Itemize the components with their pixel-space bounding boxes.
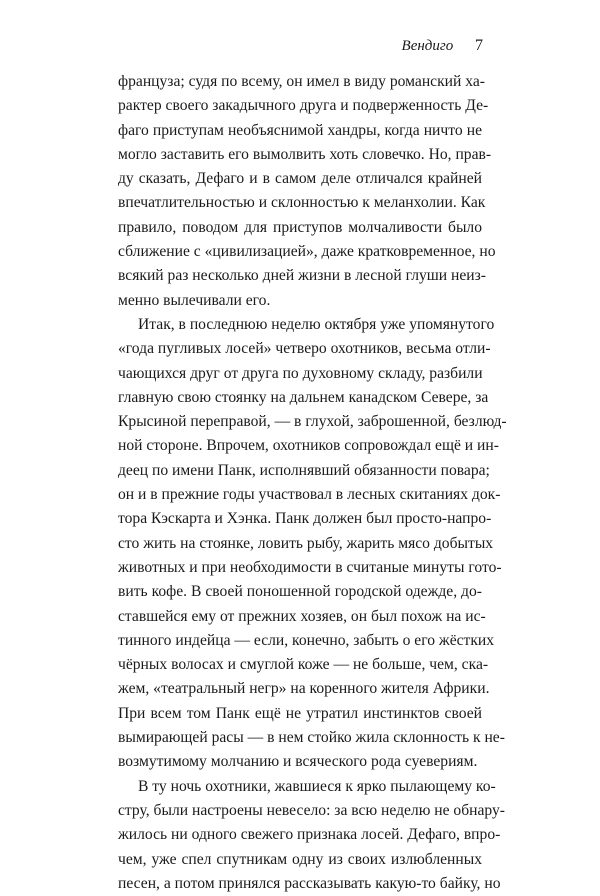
text-line: Крысиной переправой, — в глухой, заброшенной, безлюд- [118,413,507,431]
text-line: чёрных волосах и смуглой коже — не больше, чем, ска- [118,656,489,674]
text-line: стру, были настроены невесело: за всю неделю не обнару- [118,801,506,819]
text-line: Итак, в последнюю неделю октября уже упомянутого [138,315,495,333]
text-line: могло заставить его вымолвить хоть словечко. Но, прав- [118,145,492,163]
running-title: Вендиго [401,38,454,54]
text-line: деец по имени Панк, исполнявший обязанности повара; [118,461,490,479]
paragraph [118,775,506,896]
text-line: животных и при необходимости в считаные минуты гото- [118,558,502,576]
paragraph [118,70,496,313]
text-line: всякий раз несколько дней жизни в лесной глуши неиз- [118,267,486,285]
text-line: менно вылечивали его. [118,291,271,309]
text-line: тора Кэскарта и Хэнка. Панк должен был просто-напро- [118,510,492,528]
paragraph [118,313,507,775]
body-text [118,70,507,896]
text-line: фаго приступам необъяснимой хандры, когда ничто не [118,121,482,139]
text-line: рактер своего закадычного друга и подверженность Де- [118,97,489,115]
text-line: жем, «театральный негр» на коренного жителя Африки. [118,680,490,698]
running-head [402,36,483,56]
text-line: При всем том Панк ещё не утратил инстинктов своей [118,704,482,722]
text-line: вымирающей расы — в нем стойко жила склонность к не- [118,729,505,747]
text-line: «года пугливых лосей» четверо охотников, весьма отли- [118,340,491,358]
text-line: жилось ни одного свежего признака лосей. Дефаго, впро- [118,826,501,844]
text-line: вить кофе. В своей поношенной городской одежде, до- [118,583,482,601]
text-line: он и в прежние годы участвовал в лесных скитаниях док- [118,486,501,504]
text-line: В ту ночь охотники, жавшиеся к ярко пылающему ко- [138,777,496,795]
text-line: песен, а потом принялся рассказывать какую-то байку, но [118,874,501,892]
text-line: тинного индейца — если, конечно, забыть о его жёстких [118,631,495,649]
text-line: ной стороне. Впрочем, охотников сопровождал ещё и ин- [118,437,499,455]
text-line: чающихся друг от друга по духовному складу, разбили [118,364,483,382]
text-line: ставшейся ему от прежних хозяев, он был похож на ис- [118,607,486,625]
text-line: правило, поводом для приступов молчаливости было [118,218,482,236]
text-line: сто жить на стоянке, ловить рыбу, жарить мясо добытых [118,534,494,552]
text-line: возмутимому молчанию и всяческого рода суевериям. [118,753,478,771]
text-line: главную свою стоянку на дальнем канадском Севере, за [118,388,489,406]
page-number: 7 [475,37,483,54]
text-line: ду сказать, Дефаго и в самом деле отличался крайней [118,170,482,188]
text-line: чем, уже спел спутникам одну из своих излюбленных [118,850,482,868]
text-line: француза; судя по всему, он имел в виду романский ха- [118,73,485,90]
text-line: впечатлительностью и склонностью к меланхолии. Как [118,194,486,212]
text-line: сближение с «цивилизацией», даже кратковременное, но [118,243,496,261]
